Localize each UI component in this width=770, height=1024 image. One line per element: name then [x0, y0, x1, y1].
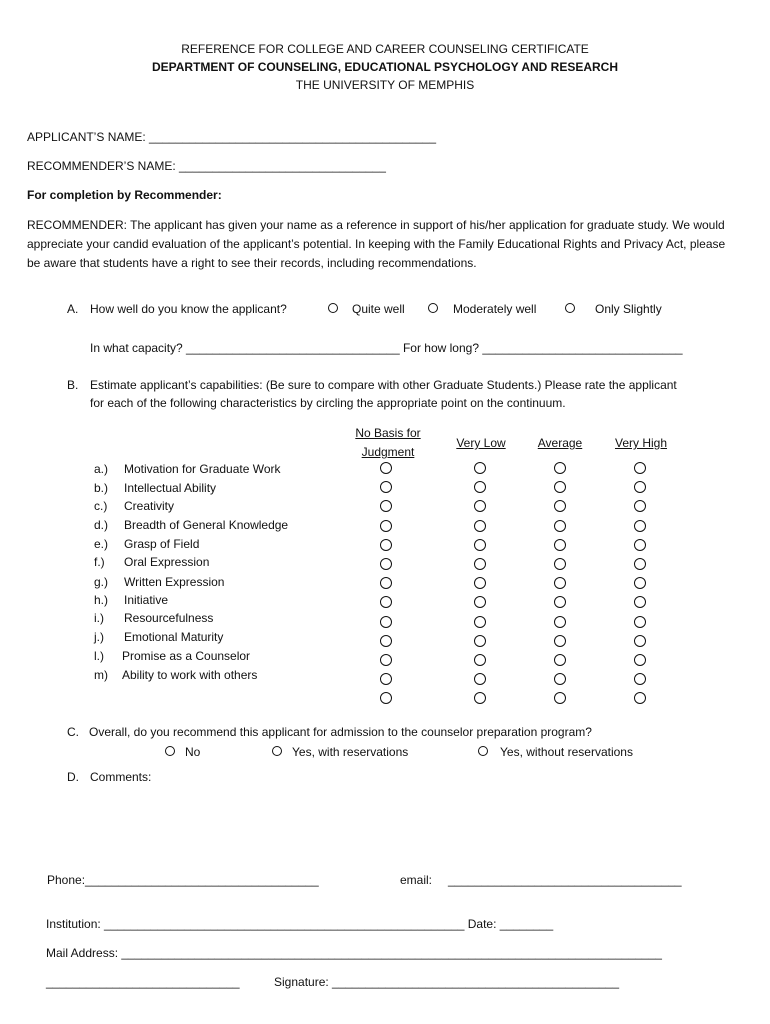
rating-radio-very-low[interactable]: [474, 481, 486, 493]
rating-radio-no-basis[interactable]: [380, 539, 392, 551]
rating-radio-no-basis[interactable]: [380, 558, 392, 570]
section-b-instructions-1: Estimate applicant’s capabilities: (Be sure to compare with other Graduate Students.) Please rate the applicant: [90, 378, 677, 392]
rating-radio-very-high[interactable]: [634, 558, 646, 570]
radio-yes-without-reservations[interactable]: [478, 746, 488, 756]
rating-radio-very-high[interactable]: [634, 692, 646, 704]
rating-radio-very-low[interactable]: [474, 577, 486, 589]
column-header-very-high: Very High: [614, 436, 668, 450]
rating-radio-very-low[interactable]: [474, 635, 486, 647]
rating-radio-very-low[interactable]: [474, 500, 486, 512]
characteristic-letter: l.): [94, 649, 104, 663]
department-title: DEPARTMENT OF COUNSELING, EDUCATIONAL PSYCHOLOGY AND RESEARCH: [151, 60, 619, 74]
characteristic-label: Resourcefulness: [124, 611, 214, 625]
rating-radio-average[interactable]: [554, 500, 566, 512]
option-yes-without-reservations: Yes, without reservations: [500, 745, 633, 759]
rating-radio-no-basis[interactable]: [380, 577, 392, 589]
rating-radio-no-basis[interactable]: [380, 692, 392, 704]
rating-radio-average[interactable]: [554, 558, 566, 570]
column-header-very-low: Very Low: [456, 436, 506, 450]
rating-radio-no-basis[interactable]: [380, 596, 392, 608]
radio-yes-with-reservations[interactable]: [272, 746, 282, 756]
rating-radio-very-low[interactable]: [474, 462, 486, 474]
characteristic-label: Creativity: [124, 499, 175, 513]
characteristic-letter: d.): [94, 518, 109, 532]
signature-field[interactable]: Signature: ___________________________________________: [274, 975, 620, 989]
section-a-label: A.: [67, 302, 79, 316]
email-field[interactable]: ___________________________________: [448, 873, 682, 887]
rating-radio-average[interactable]: [554, 635, 566, 647]
characteristic-label: Motivation for Graduate Work: [124, 462, 281, 476]
rating-radio-no-basis[interactable]: [380, 520, 392, 532]
characteristic-label: Breadth of General Knowledge: [124, 518, 289, 532]
characteristic-letter: f.): [94, 555, 105, 569]
rating-radio-no-basis[interactable]: [380, 635, 392, 647]
rating-radio-very-low[interactable]: [474, 596, 486, 608]
rating-radio-average[interactable]: [554, 654, 566, 666]
rating-radio-very-high[interactable]: [634, 539, 646, 551]
characteristic-label: Emotional Maturity: [124, 630, 224, 644]
option-moderately-well: Moderately well: [453, 302, 537, 316]
column-header-average: Average: [537, 436, 583, 450]
rating-radio-very-high[interactable]: [634, 500, 646, 512]
section-b-instructions-2: for each of the following characteristics by circling the appropriate point on the continuum.: [90, 396, 566, 410]
characteristic-letter: g.): [94, 575, 109, 589]
characteristic-label: Promise as a Counselor: [122, 649, 251, 663]
rating-radio-very-high[interactable]: [634, 596, 646, 608]
rating-radio-very-low[interactable]: [474, 616, 486, 628]
characteristic-label: Oral Expression: [124, 555, 210, 569]
rating-radio-very-high[interactable]: [634, 577, 646, 589]
characteristic-letter: i.): [94, 611, 104, 625]
characteristic-label: Grasp of Field: [124, 537, 200, 551]
mail-address-field[interactable]: Mail Address: _________________________________________________________________________________: [46, 946, 662, 960]
rating-radio-average[interactable]: [554, 596, 566, 608]
characteristic-letter: e.): [94, 537, 109, 551]
radio-quite-well[interactable]: [328, 303, 338, 313]
rating-radio-very-low[interactable]: [474, 558, 486, 570]
characteristic-label: Ability to work with others: [122, 668, 258, 682]
rating-radio-average[interactable]: [554, 577, 566, 589]
section-d-label: D.: [67, 770, 79, 784]
email-label: email:: [400, 873, 433, 887]
rating-radio-very-low[interactable]: [474, 673, 486, 685]
characteristic-label: Intellectual Ability: [124, 481, 217, 495]
institution-date-field[interactable]: Institution: ______________________________________________________ Date: ________: [46, 917, 554, 931]
rating-radio-very-low[interactable]: [474, 654, 486, 666]
column-header-no-basis-line1: No Basis for: [355, 426, 421, 440]
option-only-slightly: Only Slightly: [595, 302, 662, 316]
option-quite-well: Quite well: [352, 302, 405, 316]
phone-field[interactable]: Phone:___________________________________: [47, 873, 319, 887]
rating-radio-very-high[interactable]: [634, 462, 646, 474]
radio-no[interactable]: [165, 746, 175, 756]
comments-label: Comments:: [90, 770, 152, 784]
characteristic-letter: b.): [94, 481, 109, 495]
characteristic-letter: m): [94, 668, 108, 682]
rating-radio-average[interactable]: [554, 462, 566, 474]
column-header-no-basis-line2: Judgment: [361, 445, 415, 459]
form-title: REFERENCE FOR COLLEGE AND CAREER COUNSELING CERTIFICATE: [181, 42, 589, 56]
rating-radio-very-low[interactable]: [474, 520, 486, 532]
section-c-label: C.: [67, 725, 79, 739]
rating-radio-very-high[interactable]: [634, 520, 646, 532]
completion-heading: For completion by Recommender:: [27, 188, 222, 202]
characteristic-label: Initiative: [124, 593, 169, 607]
rating-radio-average[interactable]: [554, 539, 566, 551]
rating-radio-very-high[interactable]: [634, 673, 646, 685]
rating-radio-very-high[interactable]: [634, 635, 646, 647]
characteristic-letter: h.): [94, 593, 109, 607]
capacity-duration-field[interactable]: In what capacity? ________________________________ For how long? ______________________________: [90, 341, 683, 355]
section-c-question: Overall, do you recommend this applicant for admission to the counselor preparation program?: [89, 725, 592, 739]
section-b-label: B.: [67, 378, 79, 392]
characteristic-letter: a.): [94, 462, 109, 476]
rating-radio-no-basis[interactable]: [380, 654, 392, 666]
rating-radio-no-basis[interactable]: [380, 673, 392, 685]
rating-radio-average[interactable]: [554, 520, 566, 532]
rating-radio-no-basis[interactable]: [380, 500, 392, 512]
rating-radio-very-high[interactable]: [634, 616, 646, 628]
recommender-name-field[interactable]: RECOMMENDER’S NAME: _______________________________: [27, 159, 386, 173]
option-no: No: [185, 745, 201, 759]
rating-radio-very-high[interactable]: [634, 654, 646, 666]
rating-radio-no-basis[interactable]: [380, 462, 392, 474]
rating-radio-no-basis[interactable]: [380, 616, 392, 628]
rating-radio-very-low[interactable]: [474, 692, 486, 704]
section-a-question: How well do you know the applicant?: [90, 302, 287, 316]
rating-radio-average[interactable]: [554, 673, 566, 685]
rating-radio-very-high[interactable]: [634, 481, 646, 493]
applicant-name-field[interactable]: APPLICANT’S NAME: ___________________________________________: [27, 130, 437, 144]
rating-radio-average[interactable]: [554, 481, 566, 493]
rating-radio-average[interactable]: [554, 692, 566, 704]
option-yes-with-reservations: Yes, with reservations: [292, 745, 409, 759]
intro-paragraph: RECOMMENDER: The applicant has given your name as a reference in support of his/her application for graduate study. We would appreciate your candid evaluation of the applicant’s potential. In keeping with the Family Educational Rights and Privacy Act, please be aware that students have a right to see their records, including recommendations.: [27, 218, 726, 270]
column-header-no-basis: [340, 424, 436, 462]
characteristic-label: Written Expression: [124, 575, 225, 589]
characteristic-letter: c.): [94, 499, 108, 513]
rating-radio-average[interactable]: [554, 616, 566, 628]
rating-radio-very-low[interactable]: [474, 539, 486, 551]
characteristic-letter: j.): [94, 630, 104, 644]
rating-radio-no-basis[interactable]: [380, 481, 392, 493]
signature-blank-line[interactable]: _____________________________: [46, 975, 240, 989]
radio-only-slightly[interactable]: [565, 303, 575, 313]
university-name: THE UNIVERSITY OF MEMPHIS: [295, 78, 475, 92]
radio-moderately-well[interactable]: [428, 303, 438, 313]
